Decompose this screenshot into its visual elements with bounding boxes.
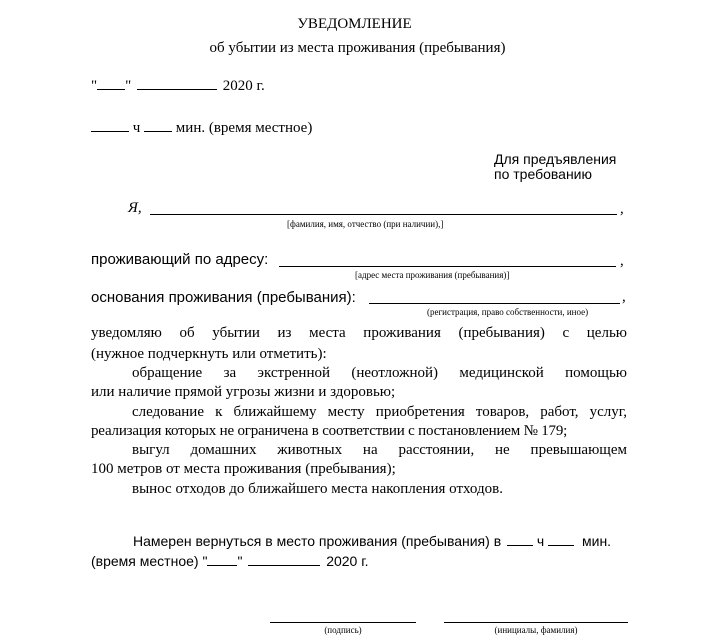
- return-hour-field[interactable]: [507, 532, 533, 546]
- purpose-3-line-1[interactable]: выгул домашних животных на расстоянии, не превышающем: [132, 442, 627, 458]
- basis-label: основания проживания (пребывания):: [91, 289, 356, 306]
- signature-field[interactable]: [270, 622, 416, 623]
- return-time-prefix: (время местное): [91, 553, 199, 569]
- purpose-2-line-2: реализация которых не ограничена в соответствии с постановлением № 179;: [91, 423, 568, 439]
- return-text: Намерен вернуться в место проживания (пребывания) в: [133, 533, 502, 549]
- date-year: 2020 г.: [222, 78, 265, 94]
- address-hint: [адрес места проживания (пребывания)]: [355, 270, 510, 280]
- return-year: 2020 г.: [326, 553, 369, 569]
- document-title: УВЕДОМЛЕНИЕ: [297, 16, 412, 32]
- purpose-2-line-1[interactable]: следование к ближайшему месту приобретения товаров, работ, услуг,: [132, 404, 627, 420]
- fullname-hint: [фамилия, имя, отчество (при наличии),]: [287, 219, 444, 229]
- hour-label: ч: [132, 120, 141, 136]
- purpose-1-line-2: или наличие прямой угрозы жизни и здоровью;: [91, 384, 396, 400]
- presentation-note-line2: по требованию: [494, 166, 593, 182]
- notify-line-1: уведомляю об убытии из места проживания (пребывания) с целью: [91, 325, 627, 341]
- signature-hint: (подпись): [324, 625, 362, 635]
- minutes-label: мин. (время местное): [175, 120, 313, 136]
- return-line-1: [133, 532, 611, 549]
- purpose-4-line-1[interactable]: вынос отходов до ближайшего места накопления отходов.: [132, 481, 503, 497]
- initials-field[interactable]: [444, 622, 628, 623]
- i-label: Я,: [128, 200, 142, 216]
- initials-hint: (инициалы, фамилия): [494, 625, 578, 635]
- address-label: проживающий по адресу:: [91, 251, 269, 268]
- i-comma: ,: [620, 201, 624, 217]
- return-month-field[interactable]: [248, 552, 320, 566]
- minute-field[interactable]: [144, 118, 172, 132]
- return-hour-label: ч: [536, 533, 545, 549]
- presentation-note-line1: Для предъявления: [494, 151, 617, 167]
- return-quote-close: ": [237, 553, 243, 569]
- document-subtitle: об убытии из места проживания (пребывания): [209, 40, 506, 56]
- notify-line-2: (нужное подчеркнуть или отметить):: [91, 346, 327, 362]
- month-field[interactable]: [137, 76, 217, 90]
- return-line-2: [91, 552, 369, 569]
- time-line: [91, 118, 312, 137]
- address-field[interactable]: [279, 266, 616, 267]
- purpose-3-line-2: 100 метров от места проживания (пребывания);: [91, 461, 396, 477]
- basis-field[interactable]: [369, 303, 620, 304]
- address-comma: ,: [620, 253, 624, 269]
- return-quote-open: ": [202, 553, 208, 569]
- return-minutes-label: мин.: [582, 533, 612, 549]
- date-line: [91, 76, 265, 95]
- return-day-field[interactable]: [207, 552, 237, 566]
- return-minute-field[interactable]: [548, 532, 574, 546]
- date-quote-close: ": [125, 78, 132, 94]
- day-field[interactable]: [97, 76, 125, 90]
- hour-field[interactable]: [91, 118, 129, 132]
- basis-comma: ,: [622, 289, 626, 305]
- purpose-1-line-1[interactable]: обращение за экстренной (неотложной) медицинской помощью: [132, 365, 627, 381]
- basis-hint: (регистрация, право собственности, иное): [427, 307, 589, 317]
- fullname-field[interactable]: [150, 214, 617, 215]
- date-quote-open: ": [91, 78, 98, 94]
